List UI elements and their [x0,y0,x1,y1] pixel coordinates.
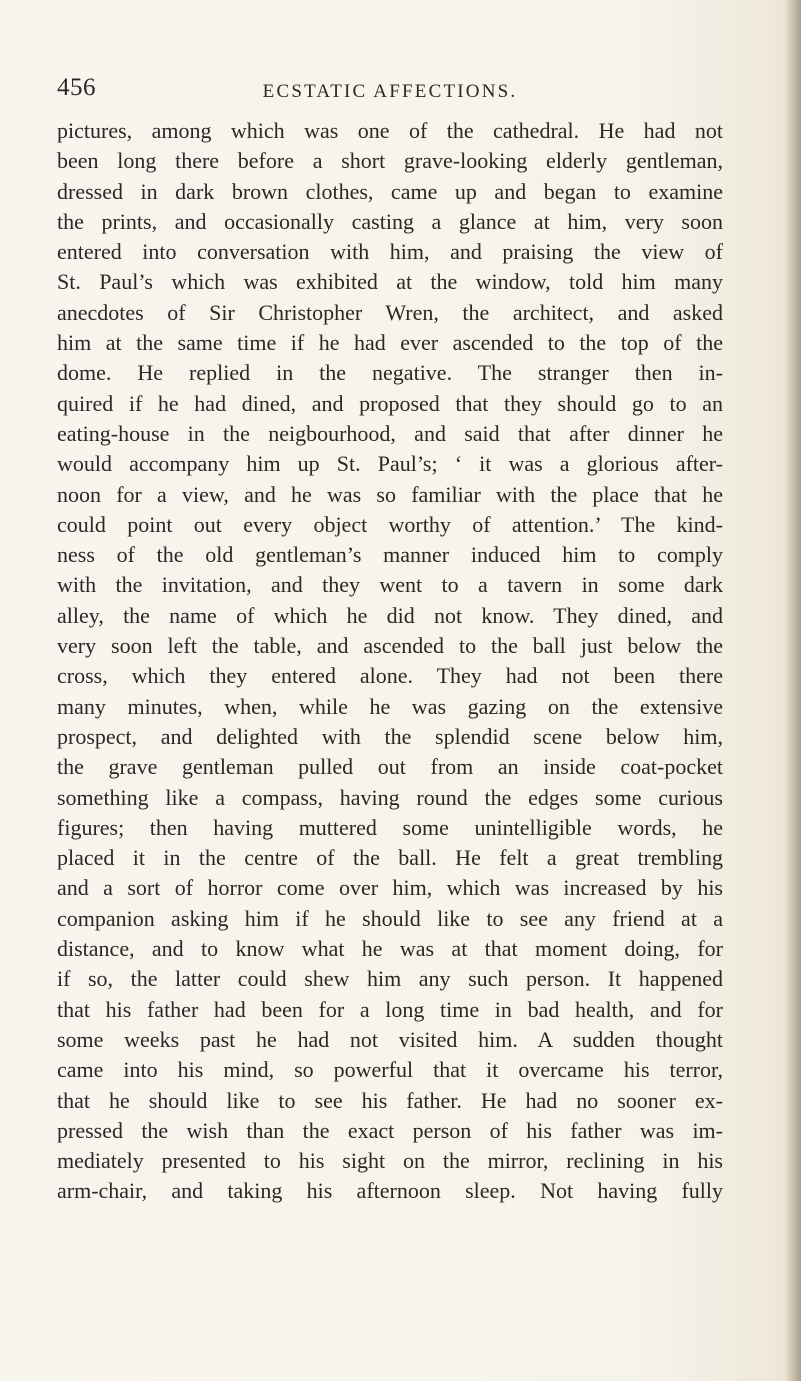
text-line: cross, which they entered alone. They had not been there [57,663,723,689]
text-line: could point out every object worthy of attention.’ The kind- [57,511,723,537]
text-line: noon for a view, and he was so familiar with the place that he [57,481,723,507]
text-line: distance, and to know what he was at that moment doing, for [57,936,723,962]
text-line: entered into conversation with him, and praising the view of [57,239,723,265]
text-line: that he should like to see his father. He had no sooner ex- [57,1087,723,1113]
text-line: mediately presented to his sight on the mirror, reclining in his [57,1148,723,1174]
text-line: would accompany him up St. Paul’s; ‘ it was a glorious after- [57,451,723,477]
text-line: many minutes, when, while he was gazing on the extensive [57,693,723,719]
text-line: anecdotes of Sir Christopher Wren, the architect, and asked [57,299,723,325]
text-line: something like a compass, having round the edges some curious [57,784,723,810]
text-line: been long there before a short grave-looking elderly gentleman, [57,148,723,174]
text-line: if so, the latter could shew him any such person. It happened [57,966,723,992]
text-line: companion asking him if he should like to see any friend at a [57,905,723,931]
page-edge-shadow [785,0,801,1381]
text-line: the prints, and occasionally casting a glance at him, very soon [57,208,723,234]
text-line: came into his mind, so powerful that it overcame his terror, [57,1057,723,1083]
running-head: ECSTATIC AFFECTIONS. [262,81,518,102]
text-line: quired if he had dined, and proposed that they should go to an [57,390,723,416]
text-line: eating-house in the neigbourhood, and said that after dinner he [57,420,723,446]
text-line: very soon left the table, and ascended to the ball just below the [57,633,723,659]
text-line: figures; then having muttered some unintelligible words, he [57,814,723,840]
text-line: placed it in the centre of the ball. He felt a great trembling [57,845,723,871]
text-line: the grave gentleman pulled out from an inside coat-pocket [57,754,723,780]
text-line: ness of the old gentleman’s manner induced him to comply [57,542,723,568]
body-text [57,116,723,1207]
text-line: prospect, and delighted with the splendid scene below him, [57,723,723,749]
text-line: with the invitation, and they went to a tavern in some dark [57,572,723,598]
text-line: pressed the wish than the exact person of his father was im- [57,1117,723,1143]
text-line: St. Paul’s which was exhibited at the window, told him many [57,269,723,295]
page-number: 456 [57,74,96,101]
text-line: arm-chair, and taking his afternoon sleep. Not having fully [57,1178,723,1204]
text-line: him at the same time if he had ever ascended to the top of the [57,330,723,356]
text-line: pictures, among which was one of the cathedral. He had not [57,118,723,143]
text-line: and a sort of horror come over him, which was increased by his [57,875,723,901]
text-line: dome. He replied in the negative. The stranger then in- [57,360,723,386]
text-line: that his father had been for a long time in bad health, and for [57,996,723,1022]
text-line: some weeks past he had not visited him. A sudden thought [57,1026,723,1052]
page-header [57,74,723,108]
text-line: dressed in dark brown clothes, came up and began to examine [57,178,723,204]
text-line: alley, the name of which he did not know. They dined, and [57,602,723,628]
